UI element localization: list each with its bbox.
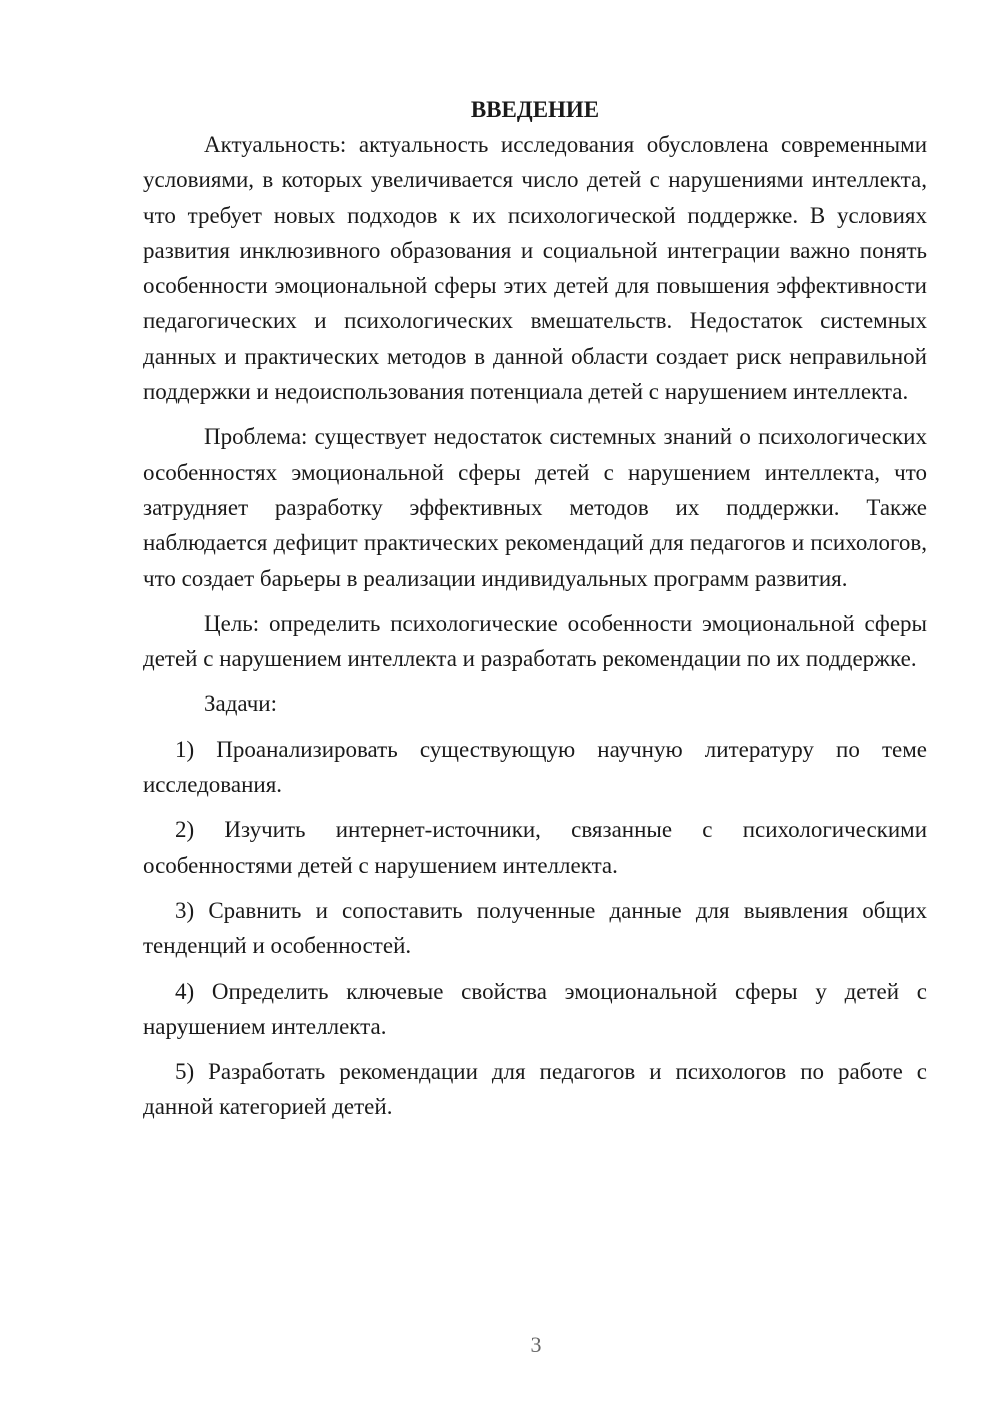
tasks-heading: Задачи: xyxy=(204,691,277,717)
task-item-1: 1) Проанализировать существующую научную литературу по теме исследования. xyxy=(143,736,927,798)
task-item-3: 3) Сравнить и сопоставить полученные данные для выявления общих тенденций и особенностей. xyxy=(143,897,927,959)
paragraph-problem: Проблема: существует недостаток системных знаний о психологических особенностях эмоциональной сферы детей с нарушением интеллекта, что затрудняет разработку эффективных методов их поддержки. Также наблюдается дефицит практических рекомендаций для педагогов и психологов, что создает барьеры в реализации индивидуальных программ развития. xyxy=(143,424,927,591)
page-number: 3 xyxy=(530,1332,542,1357)
paragraph-goal: Цель: определить психологические особенности эмоциональной сферы детей с нарушением интеллекта и разработать рекомендации по их поддержке. xyxy=(143,610,927,672)
section-title: ВВЕДЕНИЕ xyxy=(470,97,600,122)
task-item-2: 2) Изучить интернет-источники, связанные с психологическими особенностями детей с нарушением интеллекта. xyxy=(143,817,927,878)
tasks-list xyxy=(143,732,927,1125)
task-item-5: 5) Разработать рекомендации для педагогов и психологов по работе с данной категорией детей. xyxy=(143,1059,927,1120)
task-item-4: 4) Определить ключевые свойства эмоциональной сферы у детей с нарушением интеллекта. xyxy=(143,978,927,1039)
document-page xyxy=(143,92,927,1125)
paragraph-relevance: Актуальность: актуальность исследования обусловлена современными условиями, в которых увеличивается число детей с нарушениями интеллекта, что требует новых подходов к их психологической поддержке. В условиях развития инклюзивного образования и социальной интеграции важно понять особенности эмоциональной сферы этих детей для повышения эффективности педагогических и психологических вмешательств. Недостаток системных данных и практических методов в данной области создает риск неправильной поддержки и недоиспользования потенциала детей с нарушением интеллекта. xyxy=(143,132,927,405)
